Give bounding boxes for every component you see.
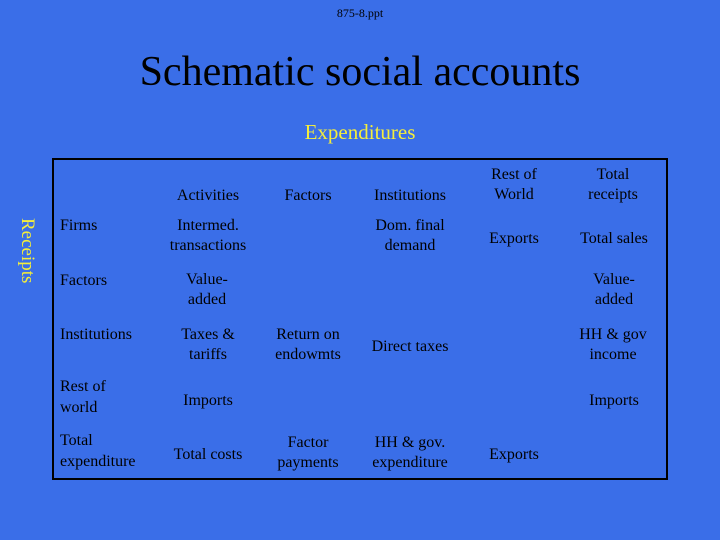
row-label-factors: Factors <box>60 272 108 289</box>
cell-factors-activities: Value-added <box>186 271 228 308</box>
cell-institutions-factors: Return on endowmts <box>275 326 341 363</box>
col-header-rest-of-world: Rest of World <box>491 166 537 203</box>
receipts-axis-label: Receipts <box>17 218 38 284</box>
slide-title: Schematic social accounts <box>139 49 581 95</box>
cell-institutions-institutions: Direct taxes <box>371 338 449 355</box>
row-label-firms: Firms <box>60 217 98 234</box>
cell-rest-of-world-activities: Imports <box>183 392 233 409</box>
row-label-institutions: Institutions <box>60 326 133 343</box>
cell-total-expenditure-institutions: HH & gov. expenditure <box>372 434 448 471</box>
col-header-total-receipts: Total receipts <box>588 166 638 203</box>
cell-total-expenditure-rest-of-world: Exports <box>489 446 539 463</box>
col-header-activities: Activities <box>176 187 240 204</box>
cell-total-expenditure-activities: Total costs <box>173 446 243 463</box>
cell-institutions-activities: Taxes & tariffs <box>181 326 235 363</box>
row-label-rest-of-world: Rest of world <box>60 378 106 416</box>
col-header-institutions: Institutions <box>373 187 446 204</box>
cell-total-expenditure-factors: Factor payments <box>277 434 339 471</box>
cell-rest-of-world-total: Imports <box>589 392 639 409</box>
cell-factors-total: Value-added <box>593 271 635 308</box>
row-label-total-expenditure: Total expenditure <box>60 432 136 470</box>
file-label: 875-8.ppt <box>336 6 384 20</box>
cell-firms-total: Total sales <box>580 230 648 247</box>
cell-firms-activities: Intermed. transactions <box>169 217 247 254</box>
cell-firms-rest-of-world: Exports <box>489 230 539 247</box>
col-header-factors: Factors <box>284 187 332 204</box>
cell-institutions-total: HH & gov income <box>579 326 647 363</box>
cell-firms-institutions: Dom. final demand <box>375 217 445 254</box>
expenditures-axis-label: Expenditures <box>304 120 416 144</box>
